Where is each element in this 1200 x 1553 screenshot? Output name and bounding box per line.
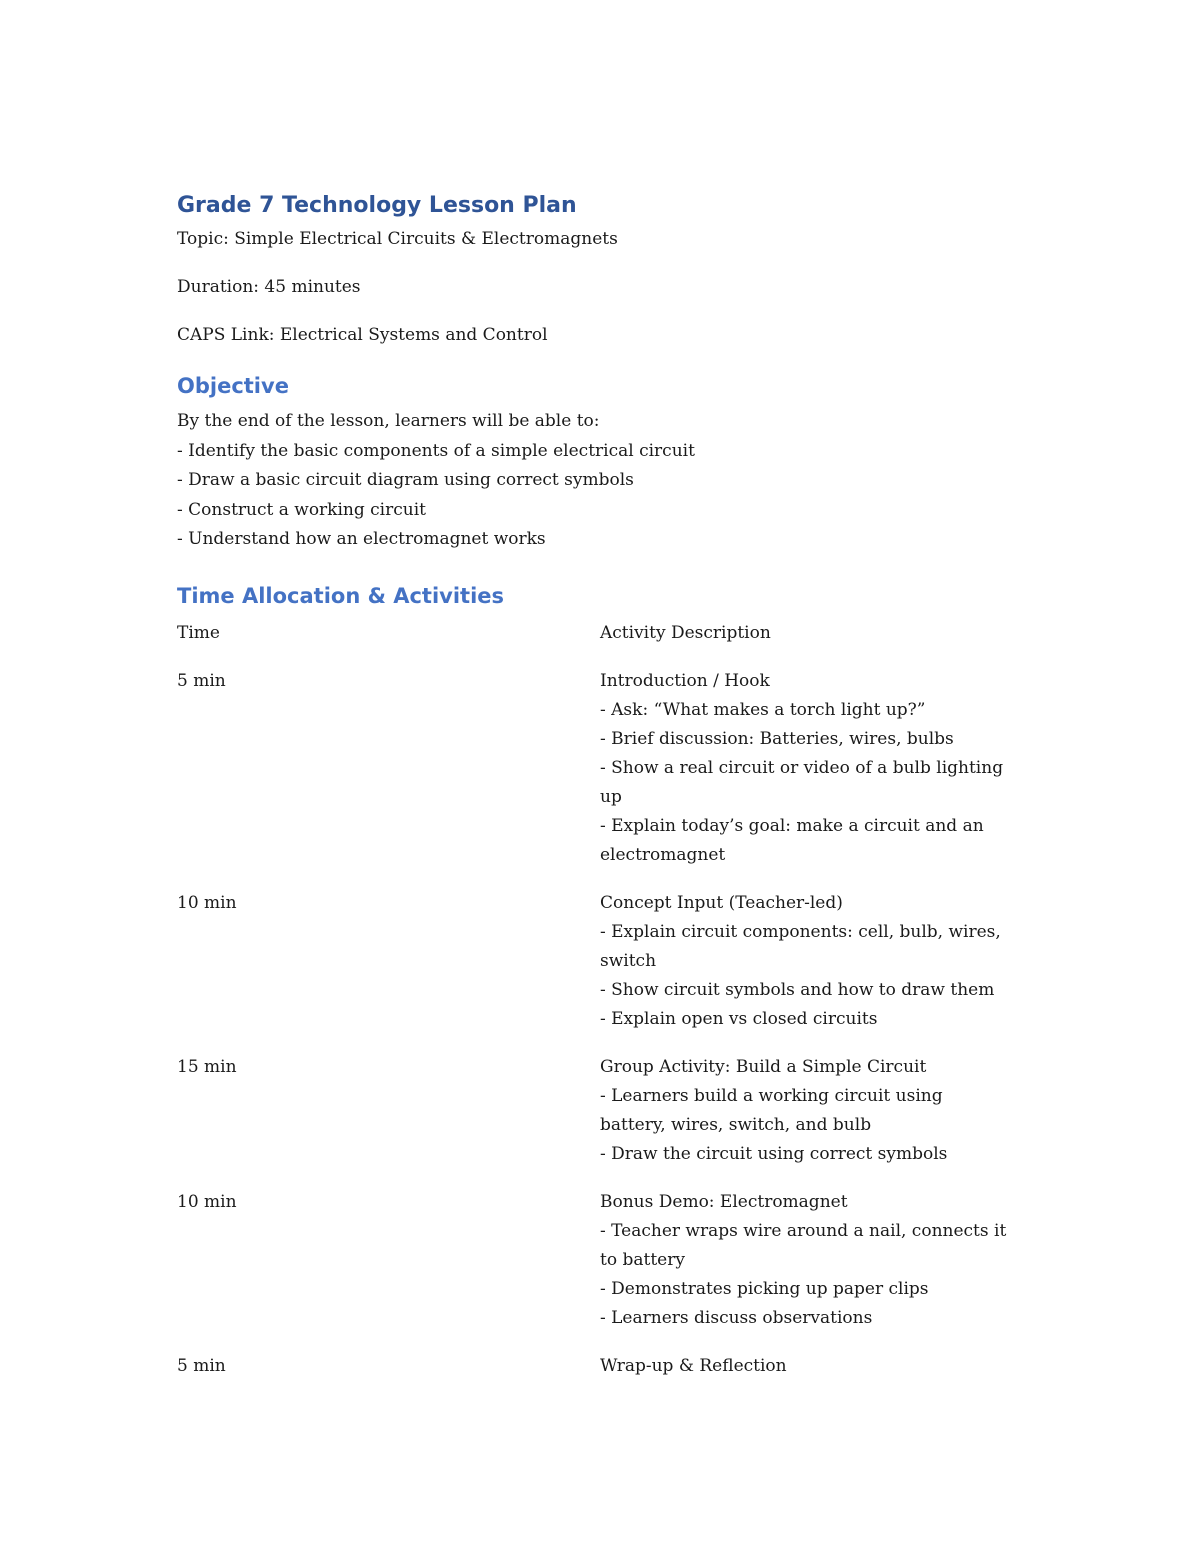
activity-step: - Learners discuss observations [600, 1307, 873, 1328]
activity-title: Concept Input (Teacher-led) [600, 892, 843, 913]
activity-title: Group Activity: Build a Simple Circuit [600, 1056, 927, 1077]
time-column-header: Time [177, 622, 220, 643]
duration-line: Duration: 45 minutes [177, 277, 361, 297]
row-time: 10 min [177, 892, 237, 913]
document-title: Grade 7 Technology Lesson Plan [177, 193, 577, 218]
document-content [177, 191, 1027, 1381]
objective-item: - Construct a working circuit [177, 499, 426, 520]
activity-step: - Show circuit symbols and how to draw them [600, 979, 995, 1000]
schedule-row [177, 1053, 1027, 1169]
schedule-row [177, 1188, 1027, 1333]
schedule-row [177, 1352, 1027, 1381]
activity-step: - Teacher wraps wire around a nail, connects it to battery [600, 1220, 1007, 1270]
objective-list [177, 407, 1027, 555]
topic-line: Topic: Simple Electrical Circuits & Electromagnets [177, 229, 618, 249]
activity-column-header: Activity Description [600, 622, 771, 643]
row-activity [600, 1352, 1010, 1381]
activity-title: Wrap-up & Reflection [600, 1355, 787, 1376]
activity-step: - Draw the circuit using correct symbols [600, 1143, 948, 1164]
schedule-table [177, 619, 1027, 1381]
time-allocation-heading: Time Allocation & Activities [177, 583, 505, 608]
activity-title: Introduction / Hook [600, 670, 770, 691]
row-time: 5 min [177, 670, 226, 691]
caps-link-line: CAPS Link: Electrical Systems and Control [177, 325, 548, 345]
row-activity [600, 1188, 1010, 1333]
activity-step: - Demonstrates picking up paper clips [600, 1278, 929, 1299]
objective-intro: By the end of the lesson, learners will be able to: [177, 411, 600, 431]
row-time: 10 min [177, 1191, 237, 1212]
row-time: 15 min [177, 1056, 237, 1077]
row-activity [600, 667, 1010, 870]
objective-item: - Identify the basic components of a simple electrical circuit [177, 440, 695, 461]
activity-step: - Ask: “What makes a torch light up?” [600, 699, 926, 720]
schedule-row [177, 889, 1027, 1034]
objective-heading: Objective [177, 374, 289, 398]
row-activity [600, 889, 1010, 1034]
objective-item: - Understand how an electromagnet works [177, 529, 546, 549]
activity-step: - Explain circuit components: cell, bulb, wires, switch [600, 921, 1001, 971]
objective-item: - Draw a basic circuit diagram using correct symbols [177, 470, 634, 490]
activity-title: Bonus Demo: Electromagnet [600, 1191, 848, 1212]
activity-step: - Show a real circuit or video of a bulb lighting up [600, 757, 1004, 807]
schedule-row [177, 667, 1027, 870]
activity-step: - Explain today’s goal: make a circuit and an electromagnet [600, 815, 984, 865]
activity-step: - Learners build a working circuit using battery, wires, switch, and bulb [600, 1085, 943, 1135]
row-time: 5 min [177, 1355, 226, 1376]
activity-step: - Brief discussion: Batteries, wires, bulbs [600, 728, 954, 749]
row-activity [600, 1053, 1010, 1169]
schedule-header-row [177, 619, 1027, 648]
activity-step: - Explain open vs closed circuits [600, 1008, 878, 1029]
